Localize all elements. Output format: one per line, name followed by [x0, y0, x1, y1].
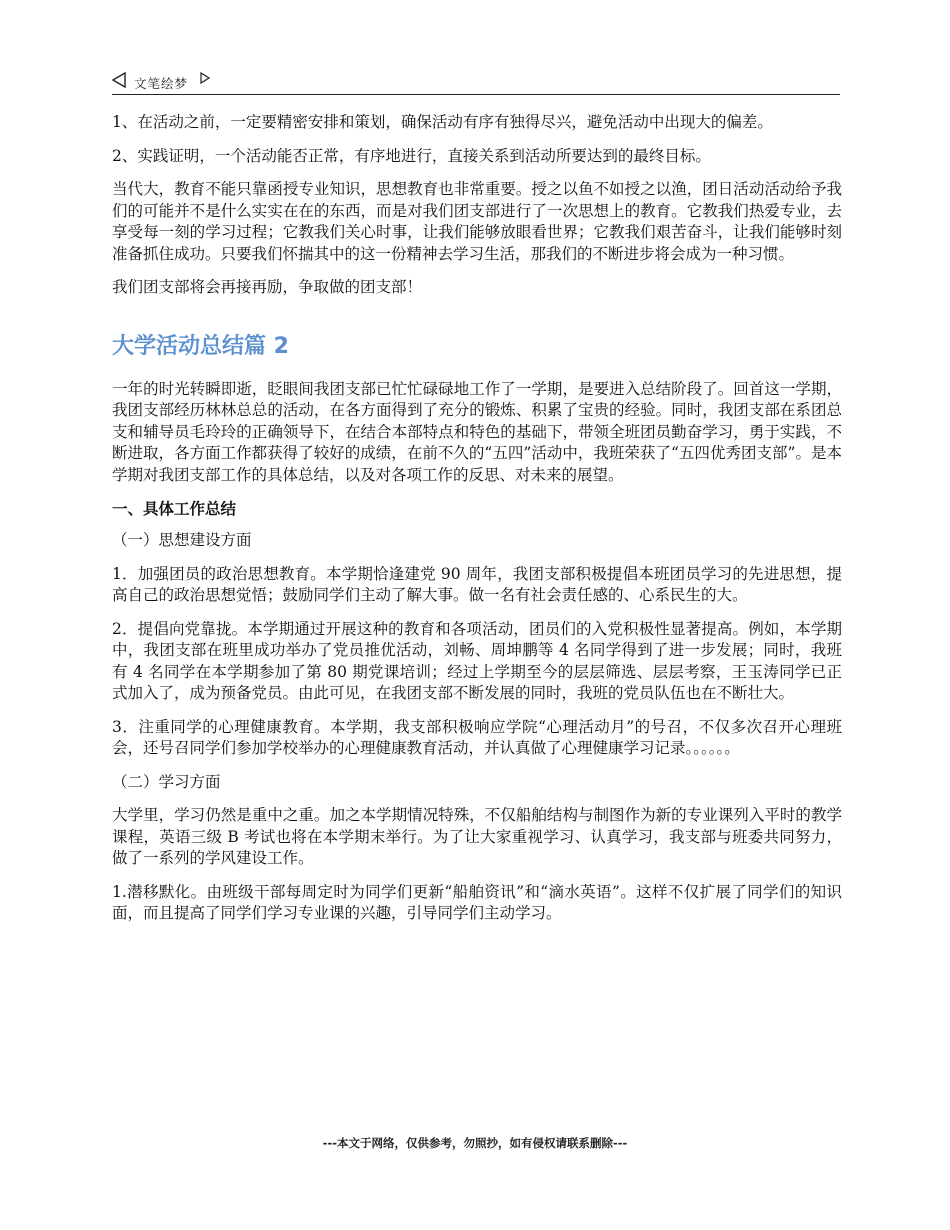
list-item: 3．注重同学的心理健康教育。本学期，我支部积极响应学院“心理活动月”的号召，不仅多次召开心理班会，还号召同学们参加学校举办的心理健康教育活动，并认真做了心理健康学习记录。。。。。。 — [112, 717, 842, 757]
list-item: 1．加强团员的政治思想教育。本学期恰逢建党 90 周年，我团支部积极提倡本班团员学习的先进思想，提高自己的政治思想觉悟；鼓励同学们主动了解大事。做一名有社会责任感的、心系民生的大。 — [112, 564, 842, 604]
document-body — [112, 112, 842, 937]
paragraph: 我们团支部将会再接再励，争取做的团支部！ — [112, 278, 423, 296]
subheading-ideology: （一）思想建设方面 — [112, 531, 252, 549]
triangle-right-icon — [200, 72, 210, 84]
list-item: 1.潜移默化。由班级干部每周定时为同学们更新“船舶资讯”和“滴水英语”。这样不仅扩展了同学们的知识面，而且提高了同学们学习专业课的兴趣，引导同学们主动学习。 — [112, 882, 842, 922]
paragraph: 当代大，教育不能只靠函授专业知识，思想教育也非常重要。授之以鱼不如授之以渔，团日活动活动给予我们的可能并不是什么实实在在的东西，而是对我们团支部进行了一次思想上的教育。它教我们热爱专业，去享受每一刻的学习过程；它教我们关心时事，让我们能够放眼看世界；它教我们艰苦奋斗，让我们能够时刻准备抓住成功。只要我们怀揣其中的这一份精神去学习生活，那我们的不断进步将会成为一种习惯。 — [112, 180, 842, 263]
list-item: 2．提倡向党靠拢。本学期通过开展这种的教育和各项活动，团员们的入党积极性显著提高。例如，本学期中，我团支部在班里成功举办了党员推优活动，刘畅、周坤鹏等 4 名同学得到了进一步发展；同时，我班有 4 名同学在本学期参加了第 80 期党课培训；经过上学期至今的层层筛选、层层考察，王玉涛同学已正式加入了，成为预备党员。由此可见，在我团支部不断发展的同时，我班的党员队伍也在不断壮大。 — [112, 619, 842, 702]
triangle-left-icon — [112, 72, 126, 88]
page-header — [112, 70, 840, 95]
intro-paragraph: 一年的时光转瞬即逝，眨眼间我团支部已忙忙碌碌地工作了一学期，是要进入总结阶段了。回首这一学期，我团支部经历林林总总的活动，在各方面得到了充分的锻炼、积累了宝贵的经验。同时，我团支部在系团总支和辅导员毛玲玲的正确领导下，在结合本部特点和特色的基础下，带领全班团员勤奋学习，勇于实践，不断进取，各方面工作都获得了较好的成绩，在前不久的“五四”活动中，我班荣获了“五四优秀团支部”。是本学期对我团支部工作的具体总结，以及对各项工作的反思、对未来的展望。 — [112, 379, 842, 484]
section-title: 大学活动总结篇 2 — [112, 333, 289, 359]
header-brand: 文笔绘梦 — [134, 76, 189, 91]
paragraph: 1、在活动之前，一定要精密安排和策划，确保活动有序有独得尽兴，避免活动中出现大的偏差。 — [112, 113, 773, 131]
subheading-study: （二）学习方面 — [112, 772, 221, 791]
page-footer: ---本文于网络，仅供参考，勿照抄，如有侵权请联系删除--- — [322, 1136, 628, 1150]
heading-work-summary: 一、具体工作总结 — [112, 500, 237, 518]
paragraph: 2、实践证明，一个活动能否正常，有序地进行，直接关系到活动所要达到的最终目标。 — [112, 146, 711, 165]
paragraph: 大学里，学习仍然是重中之重。加之本学期情况特殊，不仅船舶结构与制图作为新的专业课列入平时的教学课程，英语三级 B 考试也将在本学期末举行。为了让大家重视学习、认真学习，我支部与班委共同努力，做了一系列的学风建设工作。 — [112, 806, 842, 867]
